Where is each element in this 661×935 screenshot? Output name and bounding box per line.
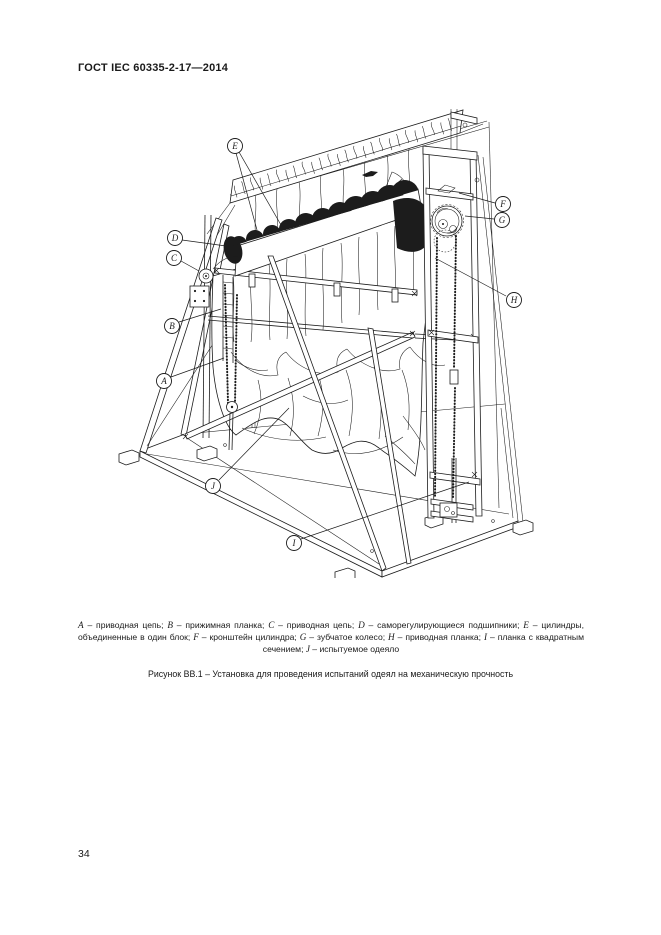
callout-B bbox=[165, 319, 180, 334]
svg-text:G: G bbox=[498, 215, 506, 225]
document-title: ГОСТ IEC 60335-2-17—2014 bbox=[78, 62, 229, 74]
callout-J bbox=[206, 479, 221, 494]
callout-A bbox=[157, 374, 172, 389]
figure-drawing bbox=[85, 108, 545, 578]
figure-caption: Рисунок ВВ.1 – Установка для проведения испытаний одеял на механическую прочность bbox=[147, 668, 514, 679]
callout-E bbox=[228, 139, 243, 154]
legend-letter: D bbox=[358, 619, 365, 630]
callout-F bbox=[496, 197, 511, 212]
legend-letter: H bbox=[388, 631, 395, 642]
svg-text:C: C bbox=[170, 253, 178, 263]
legend-letter: A bbox=[78, 619, 84, 630]
gear-wheel bbox=[431, 205, 464, 253]
callout-C bbox=[167, 251, 182, 266]
figure-legend: A – приводная цепь; B – прижимная планка; C – приводная цепь; D – саморегулирующиеся подшипники; E – цилиндры, объединенные в один блок; F – кронштейн цилиндра; G – зубчатое колесо; H – приводная планка; I – планка с квадратным сечением; J – испытуемое одеяло bbox=[78, 619, 584, 654]
svg-text:I: I bbox=[292, 538, 296, 548]
foot-block bbox=[197, 446, 217, 461]
svg-text:J: J bbox=[211, 481, 215, 491]
callout-G bbox=[495, 213, 510, 228]
callout-I bbox=[287, 536, 302, 551]
svg-text:F: F bbox=[500, 199, 506, 209]
legend-letter: F bbox=[193, 631, 199, 642]
legend-letter: E bbox=[523, 619, 529, 630]
legend-letter: J bbox=[305, 643, 310, 654]
callout-D bbox=[168, 231, 183, 246]
clamp-plate bbox=[249, 274, 255, 287]
legend-letter: B bbox=[167, 619, 173, 630]
svg-text:E: E bbox=[232, 141, 238, 151]
legend-letter: I bbox=[484, 631, 488, 642]
right-tower bbox=[423, 123, 482, 518]
svg-text:D: D bbox=[171, 233, 179, 243]
callout-H bbox=[507, 293, 522, 308]
page-number: 34 bbox=[78, 848, 90, 860]
svg-text:H: H bbox=[510, 295, 518, 305]
svg-text:A: A bbox=[161, 376, 167, 386]
figure-container bbox=[85, 108, 545, 578]
clamp-plate bbox=[392, 289, 398, 302]
foot-block bbox=[119, 450, 139, 465]
legend-letter: C bbox=[268, 619, 275, 630]
legend-letter: G bbox=[299, 631, 307, 642]
clamp-plate bbox=[334, 283, 340, 296]
svg-text:B: B bbox=[169, 321, 175, 331]
foot-block bbox=[335, 568, 355, 578]
